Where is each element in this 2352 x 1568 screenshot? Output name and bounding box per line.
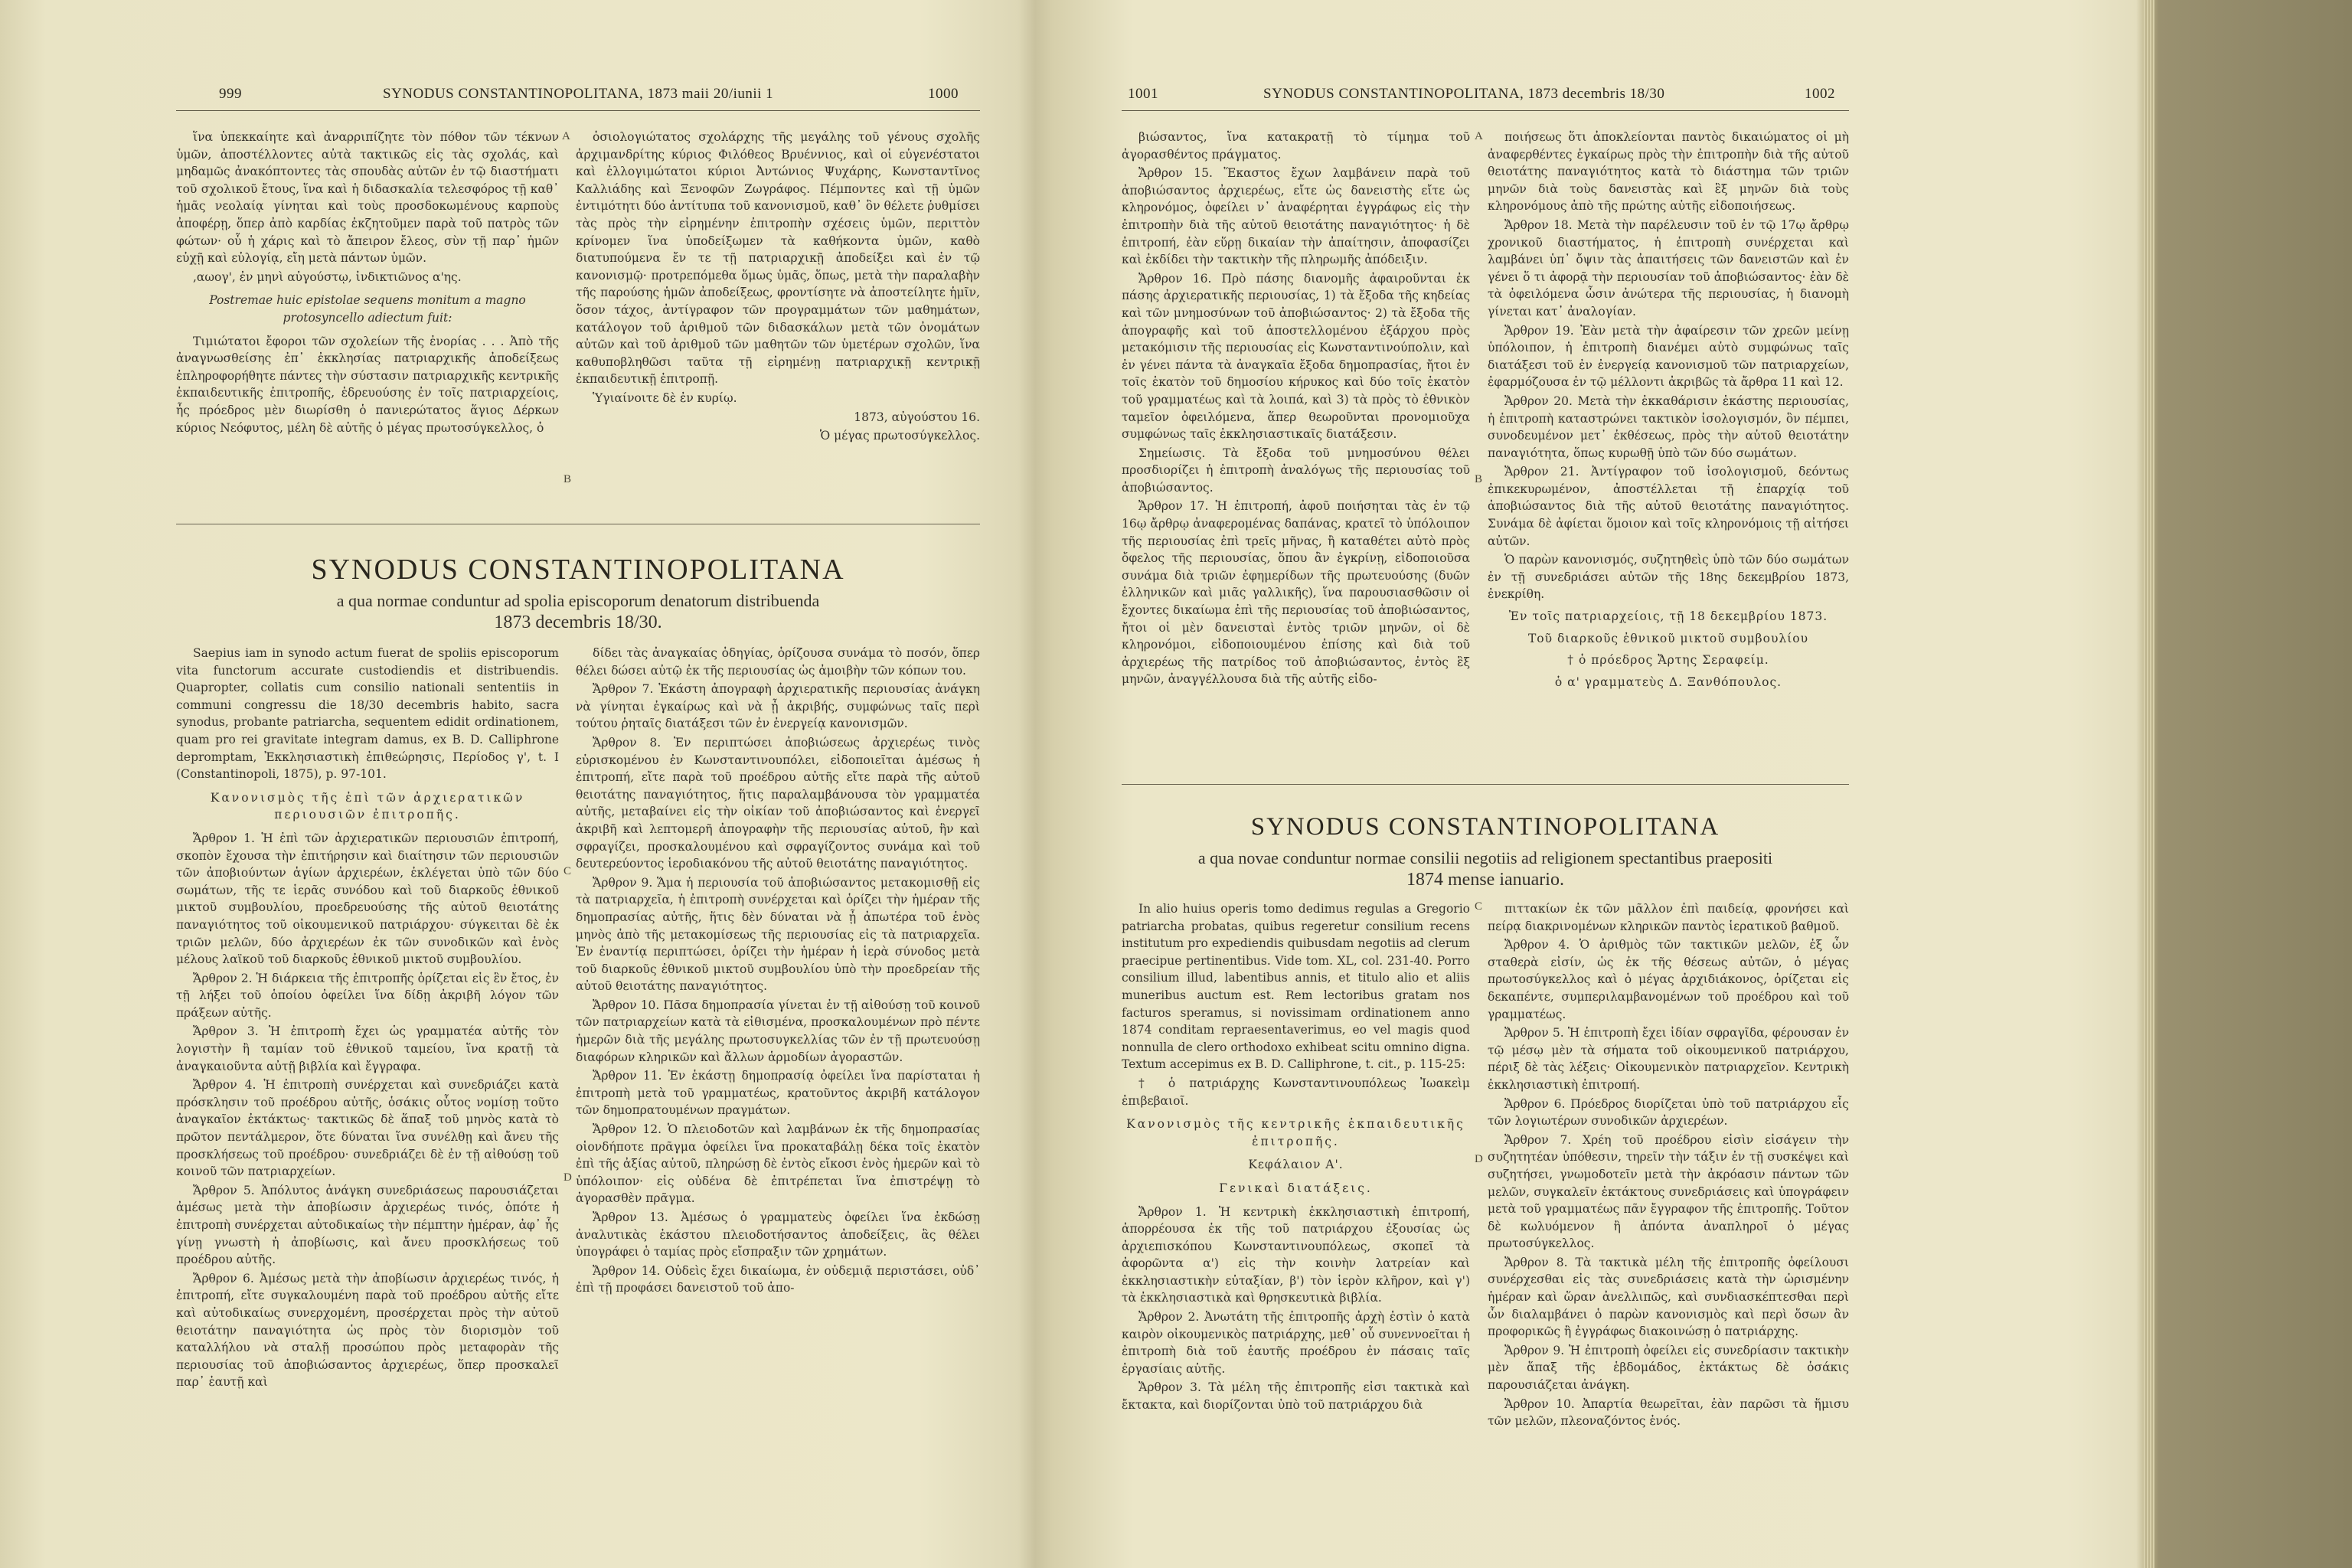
right-head-rule — [1122, 110, 1849, 111]
article: Ἄρθρον 9. Ἡ ἐπιτροπὴ ὀφείλει εἰς συνεδρίασιν τακτικὴν μὲν ἅπαξ τῆς ἑβδομάδος, ἐκτάκτως δὲ ὁσάκις παρουσιάζεται ἀνάγκη. — [1488, 1343, 1849, 1393]
chapter-heading: Κεφάλαιον Α'. — [1248, 1158, 1344, 1172]
paragraph: Ὁ παρὼν κανονισμός, συζητηθεὶς ὑπὸ τῶν δύο σωμάτων ἐν τῇ συνεδριάσει αὐτῶν τῆς 18ης δεκεμβρίου 1873, ἐνεκρίθη. — [1488, 553, 1849, 602]
left-head-rule — [176, 110, 980, 111]
signature: Ὁ μέγας πρωτοσύγκελλος. — [819, 429, 980, 443]
paragraph: ἵνα ὑπεκκαίητε καὶ ἀναρριπίζητε τὸν πόθον τῶν τέκνων ὑμῶν, ἀποστέλλοντες αὐτὰ τακτικῶς εἰς τὰς σχολάς, καὶ μηδαμῶς ἀνακόπτοντες τὰς σπουδὰς αὐτῶν ἐν τῷ διαστήματι τοῦ σχολικοῦ ἔτους, ἵνα καὶ ἡ διδασκαλία τελεσφόρος τῇ καθ᾽ ἡμᾶς νεολαίᾳ γίνηται καὶ τοὺς προσδοκωμένους καρποὺς ἀποφέρῃ, ὅπερ ἀπὸ καρδίας ἐκζητοῦμεν παρὰ τοῦ πατρὸς τῶν φώτων· οὗ ἡ χάρις καὶ τὸ ἄπειρον ἔλεος, σὺν τῇ παρ᾽ ἡμῶν εὐχῇ καὶ εὐλογίᾳ, εἴη μετὰ πάντων ὑμῶν. — [176, 130, 559, 266]
intro-paragraph: Saepius iam in synodo actum fuerat de spoliis episcoporum vita functorum accurate custodiendis et distribuendis. Quapropter, collatis cum consilio nationali sententiis in communi congressu die 18/30 decembris habito, sacra synodus, probante patriarcha, sequentem edidit ordinationem, quam pro rei gravitate integram damus, ex B. D. Calliphrone depromptam, Ἐκκλησιαστικὴ ἐπιθεώρησις, Περίοδος γ', t. I (Constantinopoli, 1875), p. 97-101. — [176, 646, 559, 782]
article: Ἄρθρον 5. Ἀπόλυτος ἀνάγκη συνεδριάσεως παρουσιάζεται ἀμέσως μετὰ τὴν ἀποβίωσιν ἀρχιερέως τινός, ὁπότε ἡ ἐπιτροπὴ συνέρχεται αὐτοδικαίως τὴν πέμπτην ἡμέραν, ἀφ᾽ ἧς γίνῃ γνωστὴ ἡ ἀποβίωσις, καὶ ἄνευ προσκλήσεως τοῦ προέδρου αὐτῆς. — [176, 1183, 559, 1267]
article: Ἄρθρον 14. Οὐδεὶς ἔχει δικαίωμα, ἐν οὐδεμιᾷ περιστάσει, οὐδ᾽ ἐπὶ τῇ προφάσει δανειστοῦ τοῦ ἀπο- — [576, 1263, 980, 1295]
article: Ἄρθρον 7. Ἑκάστη ἀπογραφὴ ἀρχιερατικῆς περιουσίας ἀνάγκη νὰ γίνηται ἐγκαίρως καὶ νὰ ᾖ ἀκριβής, συμφώνως ταῖς περὶ τούτου ῥηταῖς διατάξεσι τῶν ἐν ἐνεργείᾳ κανονισμῶν. — [576, 682, 980, 731]
note: Σημείωσις. Τὰ ἔξοδα τοῦ μνημοσύνου θέλει προσδιορίζει ἡ ἐπιτροπὴ ἀναλόγως τῆς περιουσίας τοῦ ἀποβιώσαντος. — [1122, 446, 1470, 495]
margin-letter-d: D — [1475, 1153, 1483, 1165]
article: Ἄρθρον 15. Ἕκαστος ἔχων λαμβάνειν παρὰ τοῦ ἀποβιώσαντος ἀρχιερέως, εἴτε ὡς δανειστὴς εἴτε ὡς κληρονόμος, ὀφείλει ν᾽ ἀναφέρηται ἐγγράφως εἰς τὴν ἐπιτροπὴν διὰ τῆς αὐτοῦ θειοτάτης παναγιότητος· ἡ δὲ ἐπιτροπή, ἐὰν εὕρῃ δικαίαν τὴν ἀπαίτησιν, ἀποφασίζει καὶ ἐκδίδει τὴν τακτικὴν τῆς πληρωμῆς ἀπόδειξιν. — [1122, 166, 1470, 267]
section-subtitle: a qua normae conduntur ad spolia episcoporum denatorum distribuenda — [336, 591, 820, 610]
right-top-left-column — [1122, 129, 1470, 779]
right-running-head — [1068, 86, 2140, 107]
margin-letter-a: A — [1475, 130, 1483, 142]
left-top-right-column — [576, 129, 980, 519]
paragraph: Ὑγιαίνοιτε δὲ ἐν κυρίῳ. — [593, 390, 737, 405]
margin-letter-b: B — [564, 473, 572, 485]
date-line: 1873, αὐγούστου 16. — [854, 410, 980, 424]
place-date: Ἐν τοῖς πατριαρχείοις, τῇ 18 δεκεμβρίου 1873. — [1508, 609, 1828, 624]
article: Ἄρθρον 3. Ἡ ἐπιτροπὴ ἔχει ὡς γραμματέα αὐτῆς τὸν λογιστὴν ἢ ταμίαν τοῦ ἐθνικοῦ ταμείου, ἵνα κρατῇ τὰ ἀναγκαιοῦντα αὐτῇ βιβλία καὶ ἔγγραφα. — [176, 1024, 559, 1073]
right-page — [1068, 0, 2140, 1568]
left-running-title: SYNODUS CONSTANTINOPOLITANA, 1873 maii 20/iunii 1 — [383, 86, 774, 102]
article: Ἄρθρον 6. Πρόεδρος διορίζεται ὑπὸ τοῦ πατριάρχου εἷς τῶν λογιωτέρων συνοδικῶν ἀρχιερέων. — [1488, 1096, 1849, 1129]
margin-letter-b: B — [1475, 473, 1483, 485]
article: Ἄρθρον 4. Ἡ ἐπιτροπὴ συνέρχεται καὶ συνεδριάζει κατὰ πρόσκλησιν τοῦ προέδρου αὐτῆς, ὁσάκις οὗτος νομίσῃ τοῦτο ἀναγκαῖον ἐκτάκτως· τακτικῶς δὲ ἅπαξ τοῦ μηνὸς κατὰ τὸ πρῶτον πεντάλμερον, ὅτε δύναται ἵνα συνέλθῃ καὶ ἄνευ τῆς προσκλήσεως τοῦ προέδρου· συνεδριάζει δὲ ἐν τῇ αἰθούσῃ τοῦ κοινοῦ τῶν πατριαρχείων. — [176, 1078, 559, 1179]
postremae-note: Postremae huic epistolae sequens monitum a magno protosyncello adiectum fuit: — [209, 293, 526, 325]
right-top-right-column — [1488, 129, 1849, 779]
article: Ἄρθρον 2. Ἀνωτάτη τῆς ἐπιτροπῆς ἀρχὴ ἐστὶν ὁ κατὰ καιρὸν οἰκουμενικὸς πατριάρχης, μεθ᾽ οὗ συνεννοεῖται ἡ ἐπιτροπὴ διὰ τοῦ ἑαυτῆς προέδρου ἐν πάσαις ταῖς ἐργασίαις αὐτῆς. — [1122, 1310, 1470, 1376]
article: Ἄρθρον 4. Ὁ ἀριθμὸς τῶν τακτικῶν μελῶν, ἐξ ὧν σταθερὰ εἰσίν, ὡς ἐκ τῆς θέσεως αὐτῶν, ὁ μέγας πρωτοσύγκελλος καὶ ὁ μέγας ἀρχιδιάκονος, ὁρίζεται εἰς δεκαπέντε, συμπεριλαμβανομένων τοῦ προέδρου καὶ τοῦ γραμματέως. — [1488, 938, 1849, 1021]
left-outer-page-number: 999 — [219, 86, 242, 102]
paragraph: Τιμιώτατοι ἔφοροι τῶν σχολείων τῆς ἐνορίας . . . Ἀπὸ τῆς ἀναγνωσθείσης ἐπ᾽ ἐκκλησίας πατριαρχικῆς ἀποδείξεως ἐπληροφορήθητε πάντες τὴν σύστασιν πατριαρχικῆς κεντρικῆς ἐκπαιδευτικῆς ἐπιτροπῆς, ἑδρευούσης ἐν τοῖς πατριαρχείοις, ἧς πρόεδρος μὲν διωρίσθη ὁ πανιερώτατος ἅγιος Δέρκων κύριος Νεόφυτος, μέλη δὲ αὐτῆς ὁ μέγας πρωτοσύγκελλος, ὁ — [176, 334, 559, 435]
president-signature: † ὁ πρόεδρος Ἄρτης Σεραφείμ. — [1567, 653, 1769, 668]
left-top-left-column — [176, 129, 559, 519]
margin-letter-a: A — [562, 130, 570, 142]
intro-paragraph: In alio huius operis tomo dedimus regulas a Gregorio patriarcha probatas, quibus regeretur consilium recens institutum pro expediendis quibusdam negotiis ad clerum praecipue pertinentibus. Vide tom. XL, col. 231-40. Porro consilium illud, labentibus annis, et titulo alio et aliis muneribus auctum est. Rem lectoribus gratam nos facturos speramus, si novissimam ordinationem anno 1874 conditam repraesentaverimus, eo vel magis quod nonnulla de clero orthodoxo exhibeat scitu omnino digna. Textum accepimus ex B. D. Calliphrone, t. cit., p. 115-25: — [1122, 902, 1470, 1072]
section-date: 1873 decembris 18/30. — [494, 612, 662, 632]
article: Ἄρθρον 3. Τὰ μέλη τῆς ἐπιτροπῆς εἰσι τακτικὰ καὶ ἔκτακτα, καὶ διορίζονται ὑπὸ τοῦ πατριάρχου διὰ — [1122, 1380, 1470, 1413]
right-bottom-left-column — [1122, 900, 1470, 1536]
left-running-head — [0, 86, 1030, 107]
paragraph-date: ,αωογ', ἐν μηνὶ αὐγούστῳ, ἰνδικτιῶνος α'ης. — [193, 270, 462, 284]
section-title: SYNODUS CONSTANTINOPOLITANA — [1250, 813, 1720, 841]
article: Ἄρθρον 1. Ἡ κεντρικὴ ἐκκλησιαστικὴ ἐπιτροπή, ἀπορρέουσα ἐκ τῆς τοῦ πατριάρχου ἐξουσίας ὡς ἀρχιεπισκόπου Κωνσταντινουπόλεως, σκοπεῖ τὰ ἀφορῶντα α') εἰς τὴν κοινὴν λατρείαν καὶ ἐκκλησιαστικὴν εὐταξίαν, β') τὸν ἱερὸν κλῆρον, καὶ γ') τὰ ἐκκλησιαστικὰ καὶ θρησκευτικὰ βιβλία. — [1122, 1204, 1470, 1305]
ratification-line: † ὁ πατριάρχης Κωνσταντινουπόλεως Ἰωακεὶμ ἐπιβεβαιοῖ. — [1122, 1076, 1470, 1108]
paragraph: βιώσαντος, ἵνα κατακρατῇ τὸ τίμημα τοῦ ἀγορασθέντος πράγματος. — [1122, 130, 1470, 162]
article: Ἄρθρον 1. Ἡ ἐπὶ τῶν ἀρχιερατικῶν περιουσιῶν ἐπιτροπή, σκοπὸν ἔχουσα τὴν ἐπιτήρησιν καὶ διαίτησιν τῶν περιουσιῶν τῶν ἀποβιούντων ἁγίων ἀρχιερέων, ἐκλέγεται ὑπὸ τῶν δύο σωμάτων, τῆς τε ἱερᾶς συνόδου καὶ τοῦ διαρκοῦς ἐθνικοῦ μικτοῦ συμβουλίου, προεδρευούσης τῆς αὐτοῦ θειοτάτης παναγιότητος τοῦ οἰκουμενικοῦ πατριάρχου· σύγκειται δὲ ἐκ τριῶν μελῶν, δύο ἀρχιερέων ἐκ τῶν συνοδικῶν καὶ ἑνὸς μέλους λαϊκοῦ τοῦ διαρκοῦς ἐθνικοῦ μικτοῦ συμβουλίου. — [176, 831, 559, 967]
page-edge — [2144, 0, 2154, 1568]
article: δίδει τὰς ἀναγκαίας ὁδηγίας, ὁρίζουσα συνάμα τὸ ποσόν, ὅπερ θέλει δώσει αὐτῷ ἐκ τῆς περιουσίας ὡς ἀμοιβὴν τῶν κόπων του. — [576, 646, 980, 678]
article: Ἄρθρον 12. Ὁ πλειοδοτῶν καὶ λαμβάνων ἐκ τῆς δημοπρασίας οἱονδήποτε πρᾶγμα ὀφείλει ἵνα προκαταβάλῃ δέκα τοῖς ἑκατὸν ἐπὶ τῆς ἀξίας αὐτοῦ, πληρώσῃ δὲ ἐντὸς εἴκοσι ἑνὸς ἡμερῶν καὶ τὸ ὑπόλοιπον· εἰς οὐδένα δὲ ἐπιτρέπεται ἵνα ἐπιστρέψῃ τὸ ἀγορασθὲν πρᾶγμα. — [576, 1122, 980, 1206]
margin-letter-d: D — [564, 1171, 572, 1184]
margin-letter-c: C — [1475, 900, 1483, 913]
right-column-number-left: 1001 — [1128, 86, 1158, 102]
article: Ἄρθρον 8. Τὰ τακτικὰ μέλη τῆς ἐπιτροπῆς ὀφείλουσι συνέρχεσθαι εἰς τὰς συνεδριάσεις κατὰ τὴν ὡρισμένην ἡμέραν καὶ ὥραν ἀνελλιπῶς, καὶ συνδιασκέπτεσθαι περὶ ὧν διαλαμβάνει ὁ παρὼν κανονισμὸς καὶ περὶ ὅσων ἂν προφορικῶς ἢ ἐγγράφως διακοινώσῃ ὁ πατριάρχης. — [1488, 1255, 1849, 1339]
paragraph: ὁσιολογιώτατος σχολάρχης τῆς μεγάλης τοῦ γένους σχολῆς ἀρχιμανδρίτης κύριος Φιλόθεος Βρυέννιος, καὶ οἱ εὐγενέστατοι καὶ ἐλλογιμώτατοι κύριοι Ἀντώνιος Ψυχάρης, Κωνσταντῖνος Καλλιάδης καὶ Ξενοφῶν Ζωγράφος. Πέμποντες καὶ τῇ ὑμῶν ἐντιμότητι δύο ἀντίτυπα τοῦ κανονισμοῦ, καθ᾽ ὃν θέλετε ῥυθμίσει τὰς πρὸς τὴν εἰρημένην ἐπιτροπὴν σχέσεις ὑμῶν, περιττὸν κρίνομεν ἵνα ὑποδείξωμεν τὰ καθήκοντα ὑμῶν, καθὸ διατυπούμενα ἔν τε τῇ πατριαρχικῇ ἀποδείξει καὶ ἐν τῷ κανονισμῷ· προτρεπόμεθα ὅμως ὑμᾶς, ὅπως, μετὰ τὴν παραλαβὴν τῆς παρούσης ἡμῶν ἀποδείξεως, φροντίσητε νὰ ἀποστείλητε ἡμῖν, ὅσον τάχος, ἀντίγραφον τῶν προγραμμάτων τῶν μαθημάτων, κατάλογον τοῦ ἀριθμοῦ τῶν διδασκάλων μετὰ τῶν ὀνομάτων αὐτῶν καὶ τοῦ ἀριθμοῦ τῶν μαθητῶν τῶν ὑμετέρων σχολῶν, ἵνα καθυποβληθῶσι ταῦτα τῇ εἰρημένῃ πατριαρχικῇ κεντρικῇ ἐκπαιδευτικῇ ἐπιτροπῇ. — [576, 130, 980, 387]
left-column-number: 1000 — [928, 86, 959, 102]
article: Ἄρθρον 17. Ἡ ἐπιτροπή, ἀφοῦ ποιήσηται τὰς ἐν τῷ 16ῳ ἄρθρῳ ἀναφερομένας δαπάνας, κρατεῖ τὸ ὑπόλοιπον τῆς περιουσίας ἐπὶ τρεῖς μῆνας, ἢ καταθέτει αὐτὸ πρὸς ὄφελος τῆς περιουσίας, ὅπου ἂν ἐγκρίνῃ, εἰδοποιοῦσα συνάμα διὰ τριῶν ἐφημερίδων τῆς πρωτευούσης (δυῶν ἑλληνικῶν καὶ μιᾶς γαλλικῆς), ἵνα παρουσιασθῶσιν οἱ ἔχοντες δικαίωμα ἐπὶ τῆς περιουσίας τοῦ ἀποβιώσαντος, ἤτοι οἱ μὲν δανεισταὶ ἐντὸς τριῶν μηνῶν, οἱ δὲ κληρονόμοι, εἰδοποιουμένου ἐπίσης καὶ διὰ τοῦ ἀρχιερέως τῆς πατρίδος τοῦ ἀποβιώσαντος, ἐντὸς ἓξ μηνῶν, ἀναγγέλλουσα διὰ τῆς αὐτῆς εἰδο- — [1122, 499, 1470, 687]
article: Ἄρθρον 8. Ἐν περιπτώσει ἀποβιώσεως ἀρχιερέως τινὸς εὑρισκομένου ἐν Κωνσταντινουπόλει, εἰδοποιεῖται ἀμέσως ἡ ἐπιτροπή, εἴτε παρὰ τοῦ προέδρου αὐτῆς εἴτε παρὰ τῆς αὐτοῦ θειοτάτης παναγιότητος, ἥτις παραλαμβάνουσα τὸν γραμματέα αὐτῆς, μεταβαίνει εἰς τὴν οἰκίαν τοῦ ἀποβιώσαντος καὶ ἐνεργεῖ ἀκριβῆ καὶ λεπτομερῆ ἀπογραφὴν τῆς περιουσίας αὐτοῦ, ἣν καὶ σφραγίζει, προσκαλουμένου καὶ σφραγίζοντος συνάμα καὶ τοῦ δευτερεύοντος ἱεροδιακόνου τῆς αὐτοῦ θειοτάτης παναγιότητος. — [576, 735, 980, 871]
article: Ἄρθρον 10. Πᾶσα δημοπρασία γίνεται ἐν τῇ αἰθούσῃ τοῦ κοινοῦ τῶν πατριαρχείων κατὰ τὰ εἰθισμένα, προσκαλουμένων πρὸ πέντε ἡμερῶν διὰ τῆς μεγάλης πρωτοσυγκελλίας τῶν ἐν τῇ πρωτευούσῃ διαφόρων κληρικῶν καὶ ἄλλων ἁρμοδίων ἀγοραστῶν. — [576, 998, 980, 1064]
article: Ἄρθρον 13. Ἀμέσως ὁ γραμματεὺς ὀφείλει ἵνα ἐκδώσῃ ἀναλυτικὰς ἑκάστου πλειοδοτήσαντος ἀποδείξεις, ἃς θέλει ὑπογράφει ὁ ταμίας πρὸς εἴσπραξιν τῶν χρημάτων. — [576, 1210, 980, 1259]
chapter-subheading: Γενικαὶ διατάξεις. — [1219, 1181, 1373, 1195]
article: Ἄρθρον 6. Ἀμέσως μετὰ τὴν ἀποβίωσιν ἀρχιερέως τινός, ἡ ἐπιτροπή, εἴτε συγκαλουμένη παρὰ τοῦ προέδρου αὐτῆς εἴτε καὶ αὐτοδικαίως συνερχομένη, προσέρχεται πρὸς τὴν αὐτοῦ θειοτάτην παναγιότητα ὡς πρὸς τὸν διορισμὸν τοῦ καταλλήλου νὰ σταλῇ προσώπου πρὸς μεταφορὰν τῆς περιουσίας τοῦ ἀποβιώσαντος ἀρχιερέως, ὅπερ προσκαλεῖ παρ᾽ ἑαυτῇ καὶ — [176, 1271, 559, 1390]
section-title: SYNODUS CONSTANTINOPOLITANA — [311, 554, 845, 586]
article: Ἄρθρον 2. Ἡ διάρκεια τῆς ἐπιτροπῆς ὁρίζεται εἰς ἓν ἔτος, ἐν τῇ λήξει τοῦ ὁποίου ὀφείλει ἵνα δίδῃ ἀκριβῆ λόγον τῶν πράξεων αὐτῆς. — [176, 971, 559, 1020]
article: Ἄρθρον 5. Ἡ ἐπιτροπὴ ἔχει ἰδίαν σφραγῖδα, φέρουσαν ἐν τῷ μέσῳ μὲν τὰ σήματα τοῦ οἰκουμενικοῦ πατριάρχου, πέριξ δὲ τὰς λέξεις· Οἰκουμενικὸν πατριαρχεῖον. Κεντρικὴ ἐκκλησιαστικὴ ἐπιτροπή. — [1488, 1026, 1849, 1092]
article: Ἄρθρον 19. Ἐὰν μετὰ τὴν ἀφαίρεσιν τῶν χρεῶν μείνῃ ὑπόλοιπον, ἡ ἐπιτροπὴ διανέμει αὐτὸ συμφώνως ταῖς διατάξεσι τοῦ ἐν ἐνεργείᾳ κανονισμοῦ τῶν πατριαρχείων, ἐφαρμόζουσα ἐν τῷ μέλλοντι ἀκριβῶς τὰ ἄρθρα 11 καὶ 12. — [1488, 323, 1849, 390]
article: Ἄρθρον 11. Ἐν ἑκάστῃ δημοπρασίᾳ ὀφείλει ἵνα παρίσταται ἡ ἐπιτροπὴ μετὰ τοῦ γραμματέως, κρατοῦντος ἀκριβῆ κατάλογον τῶν δημοπρατουμένων πραγμάτων. — [576, 1069, 980, 1118]
council-line: Τοῦ διαρκοῦς ἐθνικοῦ μικτοῦ συμβουλίου — [1527, 631, 1809, 645]
article: Ἄρθρον 18. Μετὰ τὴν παρέλευσιν τοῦ ἐν τῷ 17ῳ ἄρθρῳ χρονικοῦ διαστήματος, ἡ ἐπιτροπὴ συνέρχεται καὶ λαμβάνει ὑπ᾽ ὄψιν τὰς ἀπαιτήσεις τῶν δανειστῶν καὶ ἐν γένει ὅ τι ἀφορᾷ τὴν περιουσίαν τοῦ ἀποβιώσαντος· ἐὰν δὲ τὰ ὀφειλόμενα ὦσιν ἀνώτερα τῆς περιουσίας, ἡ διανομὴ γίνεται κατ᾽ ἀναλογίαν. — [1488, 217, 1849, 318]
margin-letter-c: C — [564, 865, 572, 877]
paragraph: ποιήσεως ὅτι ἀποκλείονται παντὸς δικαιώματος οἱ μὴ ἀναφερθέντες ἐγκαίρως πρὸς τὴν ἐπιτροπὴν διὰ τῆς αὐτοῦ θειοτάτης παναγιότητος κατὰ τὸ διάστημα τῶν τριῶν μηνῶν διὰ τοὺς δανειστὰς καὶ ἓξ μηνῶν διὰ τοὺς κληρονόμους ἀπὸ τῆς πρώτης αὐτῆς εἰδοποιήσεως. — [1488, 130, 1849, 214]
section-date: 1874 mense ianuario. — [1406, 870, 1564, 890]
secretary-signature: ὁ α' γραμματεὺς Δ. Ξανθόπουλος. — [1554, 675, 1782, 689]
article: Ἄρθρον 7. Χρέη τοῦ προέδρου εἰσὶν εἰσάγειν τὴν συζητητέαν ὑπόθεσιν, τηρεῖν τὴν τάξιν ἐν τῇ συσκέψει καὶ συζητήσει, γνωμοδοτεῖν μετὰ τὴν ἀκρόασιν πάντων τῶν μελῶν, συγκαλεῖν ἐκτάκτους συνεδριάσεις καὶ ὑπογράφειν μετὰ τοῦ γραμματέως πᾶν ἔγγραφον τῆς ἐπιτροπῆς. Τοῦτον δὲ κωλυόμενον ἢ ἀπόντα ἀναπληροῖ ὁ μέγας πρωτοσύγκελλος. — [1488, 1132, 1849, 1251]
article: Ἄρθρον 16. Πρὸ πάσης διανομῆς ἀφαιροῦνται ἐκ πάσης ἀρχιερατικῆς περιουσίας, 1) τὰ ἔξοδα τῆς κηδείας καὶ τῶν μνημοσύνων τοῦ ἀποβιώσαντος· 2) τὰ ἔξοδα τῆς ἀπογραφῆς καὶ τοῦ ἀποστελλομένου ἐξάρχου πρὸς μετακόμισιν τῆς περιουσίας εἰς Κωνσταντινούπολιν, καὶ ἐν γένει πάντα τὰ ἀναγκαῖα ἔξοδα δημοπρασίας, ἤτοι ἐν τοῖς ἑκατὸν τοῦ δημοσίου κήρυκος καὶ δύο τοῖς ἑκατὸν τοῦ γραμματέως καὶ τὰ λοιπά, καὶ 3) τὰ πρὸς τὸ ἐθνικὸν ταμεῖον ὀφειλόμενα, ἅπερ θεωροῦνται προνομιοῦχα συμφώνως ταῖς ἐκκλησιαστικαῖς διατάξεσιν. — [1122, 271, 1470, 442]
section-rule — [1122, 784, 1849, 785]
paragraph: πιττακίων ἐκ τῶν μᾶλλον ἐπὶ παιδείᾳ, φρονήσει καὶ πείρᾳ διακρινομένων κληρικῶν παντὸς ἱερατικοῦ βαθμοῦ. — [1488, 902, 1849, 933]
right-running-title: SYNODUS CONSTANTINOPOLITANA, 1873 decembris 18/30 — [1263, 86, 1665, 102]
rules-heading: Κανονισμὸς τῆς ἐπὶ τῶν ἀρχιερατικῶν περιουσιῶν ἐπιτροπῆς. — [210, 790, 525, 822]
section-subtitle: a qua novae conduntur normae consilii negotiis ad religionem spectantibus praepositi — [1197, 848, 1773, 867]
right-column-number-right: 1002 — [1805, 86, 1835, 102]
article: Ἄρθρον 9. Ἅμα ἡ περιουσία τοῦ ἀποβιώσαντος μετακομισθῇ εἰς τὰ πατριαρχεῖα, ἡ ἐπιτροπὴ συνέρχεται καὶ ὁρίζει τὴν ἡμέραν τῆς δημοπρασίας αὐτῆς, ἥτις δὲν δύναται νὰ ᾖ ἀπωτέρα τοῦ ἑνὸς μηνὸς ἀπὸ τῆς μετακομίσεως τῆς περιουσίας εἰς τὰ πατριαρχεῖα. Ἐν ἐναντίᾳ περιπτώσει, ὁρίζει τὴν ἡμέραν ἡ ἱερὰ σύνοδος μετὰ τοῦ διαρκοῦς ἐθνικοῦ μικτοῦ συμβουλίου ὑπὸ τὴν προεδρείαν τῆς αὐτοῦ θειοτάτης παναγιότητος. — [576, 875, 980, 994]
left-page — [0, 0, 1030, 1568]
article: Ἄρθρον 10. Ἀπαρτία θεωρεῖται, ἐὰν παρῶσι τὰ ἥμισυ τῶν μελῶν, πλεοναζόντος ἑνός. — [1488, 1396, 1849, 1429]
left-bottom-left-column — [176, 645, 559, 1525]
left-bottom-right-column — [576, 645, 980, 1525]
rules-heading: Κανονισμὸς τῆς κεντρικῆς ἐκπαιδευτικῆς ἐπιτροπῆς. — [1126, 1117, 1465, 1148]
article: Ἄρθρον 20. Μετὰ τὴν ἐκκαθάρισιν ἑκάστης περιουσίας, ἡ ἐπιτροπὴ καταστρώνει τακτικὸν ἰσολογισμόν, ὃν πέμπει, συνοδευμένον μετ᾽ ἐκθέσεως, πρὸς τὴν αὐτοῦ θειοτάτην παναγιότητα, ὅπως κυρωθῇ ὑπὸ τῶν δύο σωμάτων. — [1488, 394, 1849, 460]
right-bottom-right-column — [1488, 900, 1849, 1536]
article: Ἄρθρον 21. Ἀντίγραφον τοῦ ἰσολογισμοῦ, δεόντως ἐπικεκυρωμένον, ἀποστέλλεται τῇ ἐπαρχίᾳ τοῦ ἀποβιώσαντος διὰ τῆς αὐτοῦ θειοτάτης παναγιότητος. Συνάμα δὲ ἀφίεται ὅμοιον καὶ τοῖς κληρονόμοις τῇ αἰτήσει αὐτῶν. — [1488, 465, 1849, 548]
